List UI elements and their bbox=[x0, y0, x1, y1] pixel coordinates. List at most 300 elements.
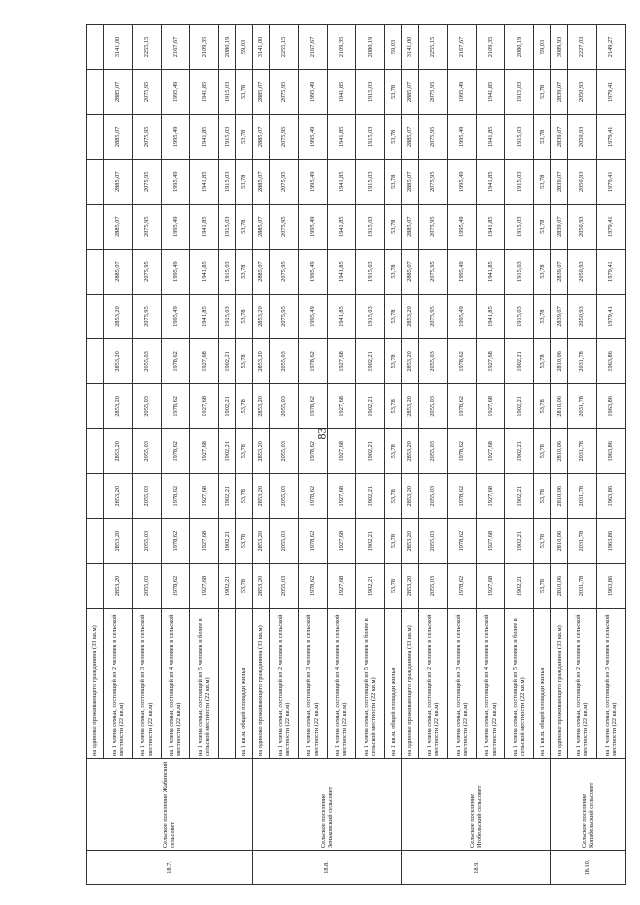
value-cell: 2031,78 bbox=[568, 429, 597, 474]
value-cell: 53,78 bbox=[385, 159, 402, 204]
value-cell: 2885,07 bbox=[103, 249, 132, 294]
value-cell: 1915,03 bbox=[505, 114, 534, 159]
value-cell: 2075,95 bbox=[132, 159, 161, 204]
value-cell: 2853,20 bbox=[402, 429, 419, 474]
value-cell: 1995,49 bbox=[161, 159, 190, 204]
value-cell: 2149,27 bbox=[596, 25, 625, 70]
value-cell bbox=[87, 564, 104, 609]
value-cell: 2055,03 bbox=[418, 429, 447, 474]
value-cell: 1902,21 bbox=[219, 339, 236, 384]
row-description: на одиноко проживающего гражданина (33 кв.м) bbox=[252, 609, 269, 759]
value-cell: 2075,95 bbox=[418, 114, 447, 159]
value-cell: 1927,68 bbox=[190, 429, 219, 474]
value-cell: 2853,20 bbox=[402, 564, 419, 609]
value-cell: 2255,15 bbox=[418, 25, 447, 70]
value-cell: 1927,68 bbox=[476, 339, 505, 384]
value-cell: 1915,03 bbox=[356, 159, 385, 204]
value-cell: 2075,95 bbox=[418, 159, 447, 204]
value-cell: 53,78 bbox=[236, 384, 253, 429]
value-cell: 59,03 bbox=[385, 25, 402, 70]
value-cell bbox=[87, 25, 104, 70]
table-row bbox=[103, 25, 132, 885]
value-cell: 2853,20 bbox=[252, 294, 269, 339]
value-cell: 2853,20 bbox=[103, 294, 132, 339]
value-cell: 2080,19 bbox=[505, 25, 534, 70]
value-cell: 2853,20 bbox=[103, 519, 132, 564]
value-cell: 2055,03 bbox=[269, 429, 298, 474]
value-cell: 2055,03 bbox=[269, 339, 298, 384]
value-cell: 2075,95 bbox=[132, 204, 161, 249]
value-cell: 2080,19 bbox=[219, 25, 236, 70]
table-row bbox=[269, 25, 298, 885]
table-row bbox=[385, 25, 402, 885]
value-cell: 1941,85 bbox=[190, 114, 219, 159]
value-cell: 2055,03 bbox=[269, 384, 298, 429]
table-row bbox=[219, 25, 236, 885]
value-cell bbox=[87, 249, 104, 294]
value-cell: 1941,85 bbox=[190, 159, 219, 204]
value-cell: 1915,03 bbox=[505, 204, 534, 249]
value-cell: 1995,49 bbox=[447, 294, 476, 339]
value-cell: 1941,85 bbox=[327, 294, 356, 339]
value-cell: 1978,62 bbox=[298, 429, 327, 474]
value-cell: 1927,68 bbox=[327, 429, 356, 474]
value-cell: 1978,62 bbox=[447, 384, 476, 429]
value-cell: 53,78 bbox=[385, 564, 402, 609]
value-cell: 1902,21 bbox=[505, 384, 534, 429]
value-cell: 1927,68 bbox=[190, 519, 219, 564]
value-cell: 2055,03 bbox=[269, 564, 298, 609]
value-cell: 53,78 bbox=[385, 429, 402, 474]
table-row bbox=[236, 25, 253, 885]
value-cell: 1995,49 bbox=[298, 204, 327, 249]
value-cell: 53,78 bbox=[236, 249, 253, 294]
value-cell: 1902,21 bbox=[505, 474, 534, 519]
value-cell: 2050,93 bbox=[568, 204, 597, 249]
row-description bbox=[219, 609, 236, 759]
value-cell: 2810,06 bbox=[551, 339, 568, 384]
value-cell: 1979,41 bbox=[596, 114, 625, 159]
value-cell: 2885,07 bbox=[103, 204, 132, 249]
value-cell: 1927,68 bbox=[476, 429, 505, 474]
value-cell: 2075,95 bbox=[269, 294, 298, 339]
value-cell: 2055,03 bbox=[269, 474, 298, 519]
value-cell: 1963,86 bbox=[596, 519, 625, 564]
value-cell: 1915,03 bbox=[505, 69, 534, 114]
value-cell: 1941,85 bbox=[476, 69, 505, 114]
value-cell: 2885,07 bbox=[402, 69, 419, 114]
settlement-name: Сельское поселение Жабинский сельсовет bbox=[87, 759, 253, 851]
row-description: на 1 кв.м. общей площади жилья bbox=[236, 609, 253, 759]
value-cell: 1978,62 bbox=[447, 429, 476, 474]
value-cell: 2885,07 bbox=[252, 69, 269, 114]
value-cell: 53,78 bbox=[385, 294, 402, 339]
value-cell: 1941,85 bbox=[190, 249, 219, 294]
value-cell: 1941,85 bbox=[327, 114, 356, 159]
value-cell: 1978,62 bbox=[161, 429, 190, 474]
value-cell: 3089,93 bbox=[551, 25, 568, 70]
value-cell: 1902,21 bbox=[505, 429, 534, 474]
value-cell: 1927,68 bbox=[327, 519, 356, 564]
row-description: на 1 члена семьи, состоящей из 3 человек в сельской местности (22 кв.м) bbox=[447, 609, 476, 759]
row-description: на одиноко проживающего гражданина (33 кв.м) bbox=[402, 609, 419, 759]
value-cell: 1902,21 bbox=[219, 384, 236, 429]
value-cell: 2885,07 bbox=[402, 159, 419, 204]
value-cell: 2853,20 bbox=[402, 519, 419, 564]
value-cell: 2885,07 bbox=[103, 159, 132, 204]
value-cell: 1927,68 bbox=[327, 339, 356, 384]
value-cell: 1902,21 bbox=[356, 429, 385, 474]
page-number: 83 bbox=[314, 427, 329, 440]
value-cell: 2075,95 bbox=[418, 69, 447, 114]
value-cell: 1941,85 bbox=[190, 204, 219, 249]
section-code: 18.10. bbox=[551, 851, 626, 885]
value-cell: 2075,95 bbox=[269, 249, 298, 294]
value-cell: 2853,20 bbox=[103, 474, 132, 519]
row-description: на 1 члена семьи, состоящей из 5 человек и более в сельской местности (22 кв.м) bbox=[505, 609, 534, 759]
value-cell: 53,78 bbox=[236, 114, 253, 159]
value-cell: 1995,49 bbox=[161, 69, 190, 114]
value-cell: 1978,62 bbox=[298, 564, 327, 609]
value-cell: 2853,20 bbox=[252, 519, 269, 564]
value-cell bbox=[87, 114, 104, 159]
value-cell: 53,78 bbox=[385, 474, 402, 519]
table-row bbox=[132, 25, 161, 885]
value-cell: 1902,21 bbox=[219, 564, 236, 609]
value-cell: 2839,07 bbox=[551, 204, 568, 249]
value-cell: 1995,49 bbox=[447, 69, 476, 114]
value-cell: 53,78 bbox=[534, 249, 551, 294]
value-cell: 2031,78 bbox=[568, 339, 597, 384]
value-cell: 1979,41 bbox=[596, 159, 625, 204]
value-cell: 53,78 bbox=[534, 519, 551, 564]
value-cell: 1978,62 bbox=[161, 474, 190, 519]
value-cell: 1915,03 bbox=[505, 159, 534, 204]
value-cell: 1941,85 bbox=[327, 69, 356, 114]
value-cell: 1979,41 bbox=[596, 249, 625, 294]
value-cell: 2853,20 bbox=[103, 384, 132, 429]
value-cell: 1978,62 bbox=[447, 519, 476, 564]
value-cell: 1978,62 bbox=[447, 564, 476, 609]
row-description: на одиноко проживающего гражданина (33 кв.м) bbox=[87, 609, 104, 759]
value-cell: 53,78 bbox=[534, 474, 551, 519]
value-cell: 1927,68 bbox=[327, 564, 356, 609]
value-cell: 2050,93 bbox=[568, 114, 597, 159]
value-cell: 3141,00 bbox=[402, 25, 419, 70]
value-cell: 53,78 bbox=[534, 339, 551, 384]
value-cell: 2055,03 bbox=[132, 564, 161, 609]
value-cell: 2810,06 bbox=[551, 474, 568, 519]
value-cell: 1902,21 bbox=[219, 519, 236, 564]
value-cell: 1915,03 bbox=[356, 249, 385, 294]
table-row bbox=[402, 25, 419, 885]
value-cell bbox=[87, 519, 104, 564]
value-cell: 1963,86 bbox=[596, 339, 625, 384]
value-cell: 1979,41 bbox=[596, 294, 625, 339]
row-description: на 1 кв.м. общей площади жилья bbox=[385, 609, 402, 759]
value-cell: 1979,41 bbox=[596, 69, 625, 114]
value-cell: 2839,07 bbox=[551, 69, 568, 114]
value-cell: 1995,49 bbox=[447, 159, 476, 204]
value-cell: 2853,20 bbox=[402, 474, 419, 519]
value-cell: 1963,86 bbox=[596, 564, 625, 609]
value-cell: 2050,93 bbox=[568, 294, 597, 339]
value-cell: 1902,21 bbox=[356, 519, 385, 564]
value-cell: 1995,49 bbox=[447, 204, 476, 249]
value-cell: 2810,06 bbox=[551, 429, 568, 474]
value-cell: 53,78 bbox=[534, 384, 551, 429]
row-description: на 1 члена семьи, состоящей из 3 человек в сельской местности (22 кв.м) bbox=[298, 609, 327, 759]
value-cell: 2075,95 bbox=[269, 159, 298, 204]
value-cell: 2885,07 bbox=[103, 69, 132, 114]
value-cell: 1963,86 bbox=[596, 384, 625, 429]
value-cell: 2853,20 bbox=[103, 564, 132, 609]
value-cell: 53,78 bbox=[385, 204, 402, 249]
value-cell: 1995,49 bbox=[161, 114, 190, 159]
value-cell: 2075,95 bbox=[418, 294, 447, 339]
value-cell bbox=[87, 429, 104, 474]
value-cell: 2075,95 bbox=[132, 114, 161, 159]
value-cell: 2853,20 bbox=[402, 384, 419, 429]
value-cell: 1978,62 bbox=[298, 384, 327, 429]
value-cell: 53,78 bbox=[534, 564, 551, 609]
value-cell: 2050,93 bbox=[568, 249, 597, 294]
table-row bbox=[190, 25, 219, 885]
value-cell: 1978,62 bbox=[298, 339, 327, 384]
value-cell: 2853,20 bbox=[252, 429, 269, 474]
value-cell: 1995,49 bbox=[161, 204, 190, 249]
value-cell: 1902,21 bbox=[356, 339, 385, 384]
value-cell: 2055,03 bbox=[132, 519, 161, 564]
value-cell: 1915,03 bbox=[219, 249, 236, 294]
value-cell: 1978,62 bbox=[298, 474, 327, 519]
value-cell: 2839,07 bbox=[551, 159, 568, 204]
row-description: на 1 члена семьи, состоящей из 5 человек и более в сельской местности (22 кв.м) bbox=[190, 609, 219, 759]
value-cell: 53,78 bbox=[385, 339, 402, 384]
value-cell: 1978,62 bbox=[161, 519, 190, 564]
row-description: на 1 члена семьи, состоящей из 2 человек в сельской местности (22 кв.м) bbox=[568, 609, 597, 759]
table-row bbox=[476, 25, 505, 885]
value-cell: 2810,06 bbox=[551, 564, 568, 609]
value-cell: 1941,85 bbox=[190, 294, 219, 339]
value-cell: 1978,62 bbox=[298, 519, 327, 564]
value-cell: 1915,03 bbox=[356, 294, 385, 339]
row-description: на 1 члена семьи, состоящей из 4 человек в сельской местности (22 кв.м) bbox=[161, 609, 190, 759]
value-cell: 1978,62 bbox=[161, 564, 190, 609]
value-cell: 1915,03 bbox=[505, 249, 534, 294]
table-row bbox=[447, 25, 476, 885]
value-cell: 53,78 bbox=[385, 249, 402, 294]
row-description: на 1 члена семьи, состоящей из 2 человек в сельской местности (22 кв.м) bbox=[103, 609, 132, 759]
table-row bbox=[87, 25, 104, 885]
value-cell: 2167,67 bbox=[447, 25, 476, 70]
value-cell: 1941,85 bbox=[327, 249, 356, 294]
value-cell: 2031,78 bbox=[568, 564, 597, 609]
value-cell: 1941,85 bbox=[190, 69, 219, 114]
table-row bbox=[161, 25, 190, 885]
value-cell: 1941,85 bbox=[327, 204, 356, 249]
section-code: 18.8. bbox=[252, 851, 401, 885]
value-cell: 2853,20 bbox=[252, 384, 269, 429]
tariff-table bbox=[86, 24, 626, 885]
value-cell: 2885,07 bbox=[402, 249, 419, 294]
value-cell: 2167,67 bbox=[298, 25, 327, 70]
value-cell: 53,78 bbox=[236, 294, 253, 339]
value-cell: 1902,21 bbox=[219, 429, 236, 474]
value-cell: 1927,68 bbox=[476, 519, 505, 564]
value-cell: 1927,68 bbox=[190, 384, 219, 429]
value-cell: 2255,15 bbox=[269, 25, 298, 70]
value-cell: 1915,03 bbox=[219, 69, 236, 114]
value-cell: 2075,95 bbox=[418, 204, 447, 249]
value-cell: 2885,07 bbox=[402, 114, 419, 159]
value-cell: 1902,21 bbox=[505, 564, 534, 609]
value-cell: 2853,20 bbox=[252, 474, 269, 519]
value-cell: 1941,85 bbox=[327, 159, 356, 204]
table-row bbox=[534, 25, 551, 885]
value-cell: 2055,03 bbox=[418, 339, 447, 384]
value-cell: 1915,03 bbox=[356, 204, 385, 249]
table-row bbox=[568, 25, 597, 885]
value-cell: 1963,86 bbox=[596, 429, 625, 474]
value-cell: 2885,07 bbox=[252, 159, 269, 204]
value-cell: 2885,07 bbox=[252, 249, 269, 294]
value-cell: 2810,06 bbox=[551, 519, 568, 564]
value-cell: 1915,03 bbox=[505, 294, 534, 339]
value-cell: 1978,62 bbox=[447, 339, 476, 384]
value-cell: 2853,20 bbox=[402, 294, 419, 339]
value-cell: 2050,93 bbox=[568, 69, 597, 114]
value-cell: 53,78 bbox=[534, 69, 551, 114]
value-cell: 1995,49 bbox=[298, 69, 327, 114]
value-cell: 1915,03 bbox=[356, 114, 385, 159]
section-code: 18.9. bbox=[402, 851, 551, 885]
value-cell: 1978,62 bbox=[161, 339, 190, 384]
value-cell: 1995,49 bbox=[447, 114, 476, 159]
value-cell: 2075,95 bbox=[269, 69, 298, 114]
value-cell: 1915,03 bbox=[219, 294, 236, 339]
value-cell: 2055,03 bbox=[418, 474, 447, 519]
value-cell: 2885,07 bbox=[402, 204, 419, 249]
value-cell bbox=[87, 159, 104, 204]
value-cell: 1941,85 bbox=[476, 159, 505, 204]
row-description: на 1 члена семьи, состоящей из 4 человек в сельской местности (22 кв.м) bbox=[327, 609, 356, 759]
value-cell: 1978,62 bbox=[447, 474, 476, 519]
value-cell: 1902,21 bbox=[356, 564, 385, 609]
value-cell: 2075,95 bbox=[132, 249, 161, 294]
value-cell: 2031,78 bbox=[568, 474, 597, 519]
value-cell: 2055,03 bbox=[418, 564, 447, 609]
value-cell: 2031,78 bbox=[568, 384, 597, 429]
value-cell: 2255,15 bbox=[132, 25, 161, 70]
value-cell: 2055,03 bbox=[132, 429, 161, 474]
value-cell: 1915,03 bbox=[219, 204, 236, 249]
row-description: на 1 члена семьи, состоящей из 4 человек в сельской местности (22 кв.м) bbox=[476, 609, 505, 759]
value-cell bbox=[87, 384, 104, 429]
value-cell bbox=[87, 474, 104, 519]
value-cell: 1995,49 bbox=[161, 249, 190, 294]
value-cell: 53,78 bbox=[236, 69, 253, 114]
row-description: на 1 члена семьи, состоящей из 3 человек в сельской местности (22 кв.м) bbox=[596, 609, 625, 759]
value-cell: 2839,07 bbox=[551, 114, 568, 159]
value-cell: 2075,95 bbox=[418, 249, 447, 294]
value-cell: 2050,93 bbox=[568, 159, 597, 204]
table-row bbox=[252, 25, 269, 885]
value-cell: 1995,49 bbox=[298, 249, 327, 294]
value-cell: 2075,95 bbox=[132, 294, 161, 339]
value-cell: 1902,21 bbox=[505, 339, 534, 384]
row-description: на одиноко проживающего гражданина (33 кв.м) bbox=[551, 609, 568, 759]
value-cell: 53,78 bbox=[236, 339, 253, 384]
value-cell: 2075,95 bbox=[269, 114, 298, 159]
row-description: на 1 члена семьи, состоящей из 5 человек и более в сельской местности (22 кв.м) bbox=[356, 609, 385, 759]
value-cell: 53,78 bbox=[236, 159, 253, 204]
value-cell: 2853,20 bbox=[103, 339, 132, 384]
value-cell: 1941,85 bbox=[476, 114, 505, 159]
settlement-name: Сельское поселение Копабельский сельсовет bbox=[551, 759, 626, 851]
table-row bbox=[596, 25, 625, 885]
value-cell: 53,78 bbox=[385, 519, 402, 564]
value-cell: 1927,68 bbox=[190, 339, 219, 384]
value-cell: 1915,03 bbox=[356, 69, 385, 114]
value-cell: 2227,03 bbox=[568, 25, 597, 70]
value-cell: 53,78 bbox=[534, 114, 551, 159]
value-cell: 1995,49 bbox=[298, 159, 327, 204]
value-cell: 1927,68 bbox=[476, 474, 505, 519]
value-cell: 53,78 bbox=[236, 564, 253, 609]
value-cell: 1927,68 bbox=[476, 384, 505, 429]
value-cell: 53,78 bbox=[385, 69, 402, 114]
value-cell: 53,78 bbox=[236, 429, 253, 474]
value-cell: 1902,21 bbox=[356, 474, 385, 519]
value-cell: 1941,85 bbox=[476, 249, 505, 294]
value-cell: 2055,03 bbox=[418, 519, 447, 564]
value-cell: 53,78 bbox=[534, 204, 551, 249]
value-cell: 2853,20 bbox=[103, 429, 132, 474]
value-cell: 59,03 bbox=[534, 25, 551, 70]
section-code: 18.7. bbox=[87, 851, 253, 885]
value-cell: 1902,21 bbox=[356, 384, 385, 429]
value-cell: 1927,68 bbox=[476, 564, 505, 609]
value-cell bbox=[87, 204, 104, 249]
value-cell bbox=[87, 339, 104, 384]
value-cell: 2055,03 bbox=[132, 339, 161, 384]
value-cell: 2853,20 bbox=[252, 564, 269, 609]
value-cell: 1941,85 bbox=[476, 204, 505, 249]
value-cell: 53,78 bbox=[534, 294, 551, 339]
rotated-tariff-table bbox=[86, 25, 626, 885]
value-cell: 2839,07 bbox=[551, 249, 568, 294]
row-description: на 1 члена семьи, состоящей из 2 человек в сельской местности (22 кв.м) bbox=[418, 609, 447, 759]
value-cell: 3141,00 bbox=[252, 25, 269, 70]
value-cell: 2109,35 bbox=[476, 25, 505, 70]
value-cell bbox=[87, 294, 104, 339]
value-cell: 3141,00 bbox=[103, 25, 132, 70]
value-cell: 1915,03 bbox=[219, 159, 236, 204]
value-cell: 1995,49 bbox=[298, 114, 327, 159]
table-row bbox=[551, 25, 568, 885]
value-cell: 2031,78 bbox=[568, 519, 597, 564]
settlement-name: Сельское поселение Игобельский сельсовет bbox=[402, 759, 551, 851]
value-cell: 2055,03 bbox=[269, 519, 298, 564]
value-cell: 1915,03 bbox=[219, 114, 236, 159]
value-cell: 53,78 bbox=[385, 114, 402, 159]
value-cell: 2853,20 bbox=[402, 339, 419, 384]
row-description: на 1 члена семьи, состоящей из 2 человек в сельской местности (22 кв.м) bbox=[269, 609, 298, 759]
value-cell: 2109,35 bbox=[327, 25, 356, 70]
value-cell: 2885,07 bbox=[252, 114, 269, 159]
value-cell: 2839,07 bbox=[551, 294, 568, 339]
